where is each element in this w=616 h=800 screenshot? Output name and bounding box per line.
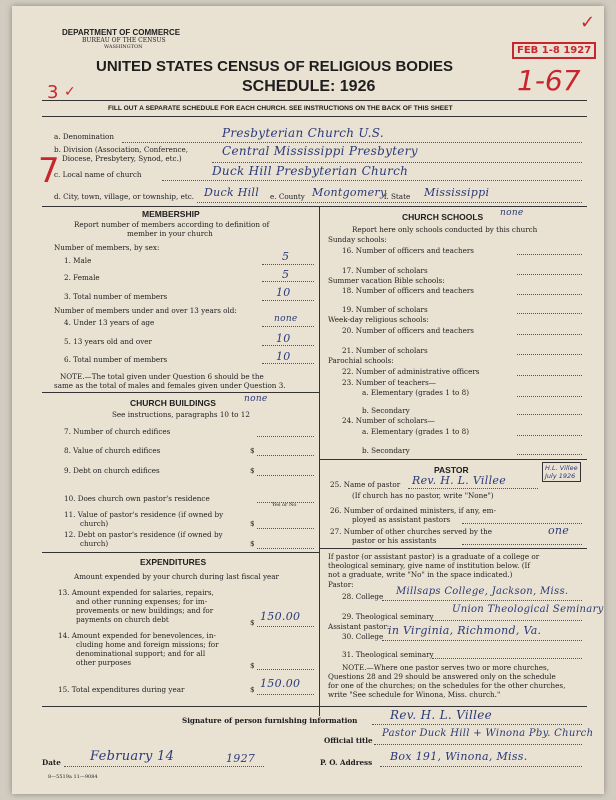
summer-label: Summer vacation Bible schools: — [328, 276, 445, 285]
grad-instruction-2: theological seminary, give name of institution below. (If — [328, 561, 531, 570]
q14-label-4: other purposes — [76, 658, 132, 667]
dotted-line — [212, 162, 582, 163]
schools-title: CHURCH SCHOOLS — [402, 212, 484, 222]
dotted-line — [517, 396, 582, 397]
buildings-none: none — [244, 394, 268, 404]
dotted-line — [517, 313, 582, 314]
divider — [42, 552, 319, 553]
form-code: 8—5519a 11—9084 — [48, 774, 98, 780]
dotted-line — [517, 274, 582, 275]
pastor-note-4: write "See schedule for Winona, Miss. church." — [328, 690, 501, 699]
q21-label: 21. Number of scholars — [342, 346, 428, 355]
q24a-label: a. Elementary (grades 1 to 8) — [362, 427, 469, 436]
q24b-label: b. Secondary — [362, 446, 410, 455]
dotted-line — [517, 414, 582, 415]
dotted-line — [380, 766, 582, 767]
dotted-line — [517, 454, 582, 455]
expenditures-sub: Amount expended by your church during last fiscal year — [74, 572, 279, 581]
q3-label: 3. Total number of members — [64, 292, 168, 301]
dotted-line — [517, 334, 582, 335]
q29-label: 29. Theological seminary — [342, 612, 434, 621]
expenditures-title: EXPENDITURES — [140, 557, 207, 567]
q3-value: 10 — [276, 286, 291, 299]
pastor-label: Pastor: — [328, 580, 354, 589]
official-title-label: Official title — [324, 736, 373, 745]
dotted-line — [162, 180, 582, 181]
q14-label-3: denominational support; and for all — [76, 649, 206, 658]
dotted-line — [257, 528, 314, 529]
dotted-line — [262, 264, 314, 265]
dotted-line — [257, 455, 314, 456]
dept-name: DEPARTMENT OF COMMERCE — [62, 28, 181, 37]
date-value: February 14 — [90, 749, 175, 764]
dotted-line — [262, 345, 314, 346]
pastor-annotation-box — [542, 462, 581, 482]
q11-label: 11. Value of pastor's residence (if owned by — [64, 510, 224, 519]
divider — [42, 706, 587, 707]
dotted-line — [408, 488, 538, 489]
yes-no-hint: Yes or No — [272, 502, 297, 508]
dotted-line — [517, 375, 582, 376]
dotted-line — [257, 548, 314, 549]
divider — [42, 392, 319, 393]
buildings-title: CHURCH BUILDINGS — [130, 398, 216, 408]
po-address-label: P. O. Address — [320, 758, 373, 767]
membership-title: MEMBERSHIP — [142, 209, 200, 219]
q10-label: 10. Does church own pastor's residence — [64, 494, 210, 503]
dotted-line — [262, 326, 314, 327]
buildings-sub: See instructions, paragraphs 10 to 12 — [112, 410, 250, 419]
dotted-line — [372, 724, 582, 725]
dollar-sign: $ — [250, 519, 255, 528]
mark-left-bar: 7 — [38, 151, 60, 191]
q27-label: 27. Number of other churches served by the — [330, 527, 493, 536]
dotted-line — [517, 254, 582, 255]
q4-value: none — [274, 314, 298, 324]
q7-label: 7. Number of church edifices — [64, 427, 171, 436]
q13-label-2: and other running expenses; for im- — [76, 597, 208, 606]
q1-label: 1. Male — [64, 256, 92, 265]
state-value: Mississippi — [424, 186, 490, 199]
schools-none: none — [500, 208, 524, 218]
division-label-2: Diocese, Presbytery, Synod, etc.) — [62, 154, 182, 163]
q14-label: 14. Amount expended for benevolences, in- — [58, 631, 216, 640]
dotted-line — [462, 544, 582, 545]
state-label: f. State — [384, 192, 411, 201]
church-name-value: Duck Hill Presbyterian Church — [212, 164, 409, 178]
mark-top-left: 3 — [47, 82, 59, 103]
dotted-line — [517, 435, 582, 436]
divider — [319, 548, 587, 549]
q8-label: 8. Value of church edifices — [64, 446, 161, 455]
q17-label: 17. Number of scholars — [342, 266, 428, 275]
q5-value: 10 — [276, 332, 291, 345]
dotted-line — [257, 669, 314, 670]
q31-label: 31. Theological seminary — [342, 650, 434, 659]
dotted-line — [262, 300, 314, 301]
dotted-line — [64, 766, 264, 767]
q28-value: Millsaps College, Jackson, Miss. — [396, 586, 569, 597]
q30-label: 30. College — [342, 632, 384, 641]
dotted-line — [432, 620, 582, 621]
check-mark-icon: ✓ — [580, 12, 596, 33]
q23a-label: a. Elementary (grades 1 to 8) — [362, 388, 469, 397]
q25-note: (If church has no pastor, write "None") — [352, 491, 494, 500]
q11-label-2: church) — [80, 519, 109, 528]
sex-label: Number of members, by sex: — [54, 243, 160, 252]
church-name-label: c. Local name of church — [54, 170, 142, 179]
q23b-label: b. Secondary — [362, 406, 410, 415]
age-label: Number of members under and over 13 years old: — [54, 306, 237, 315]
dotted-line — [197, 202, 582, 203]
q26-label-2: ployed as assistant pastors — [352, 515, 451, 524]
q19-label: 19. Number of scholars — [342, 305, 428, 314]
q15-value: 150.00 — [260, 677, 301, 690]
received-stamp: FEB 1-8 1927 — [512, 42, 596, 59]
city-value: Duck Hill — [204, 186, 260, 199]
pastor-box-line-1: H.L. Villee — [545, 464, 578, 472]
week-label: Week-day religious schools: — [328, 315, 429, 324]
q6-value: 10 — [276, 350, 291, 363]
q9-label: 9. Debt on church edifices — [64, 466, 160, 475]
dotted-line — [382, 640, 582, 641]
schedule-title: SCHEDULE: 1926 — [242, 78, 376, 95]
q18-label: 18. Number of officers and teachers — [342, 286, 474, 295]
divider — [42, 100, 587, 101]
column-divider — [319, 206, 320, 716]
po-address-value: Box 191, Winona, Miss. — [390, 750, 528, 763]
county-label: e. County — [270, 192, 305, 201]
date-year: 1927 — [226, 752, 256, 765]
pastor-note: NOTE.—Where one pastor serves two or more churches, — [342, 663, 550, 672]
q30-value: in Virginia, Richmond, Va. — [388, 624, 542, 637]
signature-value: Rev. H. L. Villee — [390, 708, 493, 722]
membership-note-2: same as the total of males and females given under Question 3. — [54, 381, 286, 390]
divider — [319, 459, 587, 460]
grad-instruction-3: not a graduate, write "No" in the space indicated.) — [328, 570, 513, 579]
q20-label: 20. Number of officers and teachers — [342, 326, 474, 335]
q27-value: one — [548, 524, 570, 537]
divider — [42, 116, 587, 117]
check-mark-icon: ✓ — [64, 84, 76, 100]
dotted-line — [257, 502, 314, 503]
dotted-line — [262, 363, 314, 364]
dollar-sign: $ — [250, 661, 255, 670]
denomination-value: Presbyterian Church U.S. — [222, 126, 384, 140]
membership-intro-2: member in your church — [127, 229, 213, 238]
sunday-label: Sunday schools: — [328, 235, 387, 244]
dotted-line — [517, 354, 582, 355]
form-title: UNITED STATES CENSUS OF RELIGIOUS BODIES — [96, 58, 453, 75]
dotted-line — [517, 294, 582, 295]
dotted-line — [122, 142, 582, 143]
q14-label-2: cluding home and foreign missions; for — [76, 640, 219, 649]
q2-value: 5 — [282, 268, 290, 281]
dollar-sign: $ — [250, 446, 255, 455]
q15-label: 15. Total expenditures during year — [58, 685, 185, 694]
q22-label: 22. Number of administrative officers — [342, 367, 480, 376]
q5-label: 5. 13 years old and over — [64, 337, 152, 346]
pastor-note-2: Questions 28 and 29 should be answered only on the schedule — [328, 672, 556, 681]
schools-intro: Report here only schools conducted by this church — [352, 225, 538, 234]
q6-label: 6. Total number of members — [64, 355, 168, 364]
denomination-label: a. Denomination — [54, 132, 114, 141]
q13-label: 13. Amount expended for salaries, repairs, — [58, 588, 214, 597]
dotted-line — [257, 626, 314, 627]
pastor-note-3: for one of the churches; on the schedules for the other churches, — [328, 681, 566, 690]
census-form — [12, 6, 604, 794]
dollar-sign: $ — [250, 685, 255, 694]
dotted-line — [462, 523, 582, 524]
official-title-value: Pastor Duck Hill + Winona Pby. Church — [382, 728, 594, 739]
pastor-title: PASTOR — [434, 465, 469, 475]
q23-label: 23. Number of teachers— — [342, 378, 436, 387]
q25-value: Rev. H. L. Villee — [412, 474, 507, 487]
date-label: Date — [42, 758, 61, 767]
dotted-line — [374, 744, 582, 745]
q12-label-2: church) — [80, 539, 109, 548]
dollar-sign: $ — [250, 466, 255, 475]
q24-label: 24. Number of scholars— — [342, 416, 435, 425]
division-value: Central Mississippi Presbytery — [222, 144, 418, 158]
dotted-line — [257, 475, 314, 476]
q26-label: 26. Number of ordained ministers, if any, em- — [330, 506, 496, 515]
city-name: WASHINGTON — [104, 44, 143, 50]
divider — [42, 206, 587, 207]
dotted-line — [382, 600, 582, 601]
county-value: Montgomery — [312, 186, 387, 199]
q1-value: 5 — [282, 250, 290, 263]
membership-intro: Report number of members according to definition of — [74, 220, 270, 229]
dotted-line — [432, 658, 582, 659]
q13-label-4: payments on church debt — [76, 615, 169, 624]
city-label: d. City, town, village, or township, etc. — [54, 192, 195, 201]
q13-label-3: provements or new buildings; and for — [76, 606, 214, 615]
q12-label: 12. Debt on pastor's residence (if owned by — [64, 530, 223, 539]
mark-top-right: 1-67 — [517, 64, 581, 97]
parochial-label: Parochial schools: — [328, 356, 394, 365]
pastor-box-line-2: July 1926 — [545, 472, 576, 480]
assistant-label: Assistant pastor: — [328, 622, 390, 631]
q16-label: 16. Number of officers and teachers — [342, 246, 474, 255]
dotted-line — [257, 436, 314, 437]
q27-label-2: pastor or his assistants — [352, 536, 437, 545]
q4-label: 4. Under 13 years of age — [64, 318, 155, 327]
grad-instruction: If pastor (or assistant pastor) is a graduate of a college or — [328, 552, 540, 561]
q28-label: 28. College — [342, 592, 384, 601]
division-label: b. Division (Association, Conference, — [54, 145, 189, 154]
membership-note: NOTE.—The total given under Question 6 should be the — [60, 372, 264, 381]
bureau-name: BUREAU OF THE CENSUS — [82, 37, 166, 44]
instruction-line: FILL OUT A SEPARATE SCHEDULE FOR EACH CHURCH. SEE INSTRUCTIONS ON THE BACK OF THIS SHEET — [108, 105, 453, 112]
q13-value: 150.00 — [260, 610, 301, 623]
signature-label: Signature of person furnishing information — [182, 716, 358, 725]
q25-label: 25. Name of pastor — [330, 480, 401, 489]
dollar-sign: $ — [250, 618, 255, 627]
dotted-line — [257, 694, 314, 695]
dollar-sign: $ — [250, 539, 255, 548]
q2-label: 2. Female — [64, 273, 100, 282]
dotted-line — [262, 281, 314, 282]
q29-value: Union Theological Seminary — [452, 604, 604, 615]
